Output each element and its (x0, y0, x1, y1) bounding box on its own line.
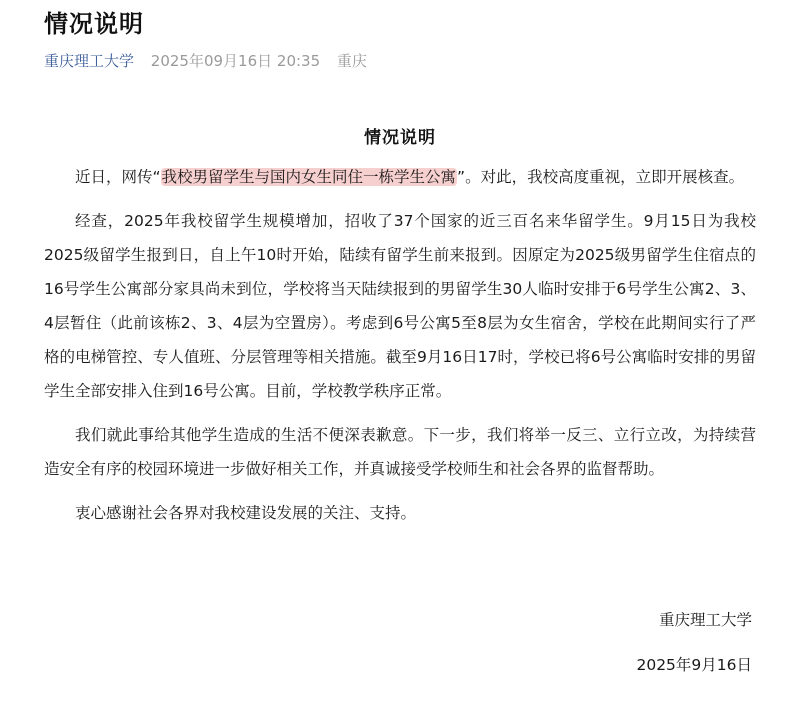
paragraph-1-prefix: 近日，网传“ (75, 168, 161, 186)
highlighted-quote: 我校男留学生与国内女生同住一栋学生公寓 (161, 168, 457, 186)
publish-datetime: 2025年09月16日 20:35 (150, 52, 321, 70)
source-link[interactable]: 重庆理工大学 (44, 52, 135, 70)
publish-location: 重庆 (336, 52, 367, 70)
article-meta (44, 50, 367, 71)
document-body (44, 160, 756, 540)
paragraph-1 (44, 160, 756, 194)
document-title: 情况说明 (364, 128, 436, 148)
paragraph-1-suffix: ”。对此，我校高度重视，立即开展核查。 (457, 168, 745, 186)
paragraph-4: 衷心感谢社会各界对我校建设发展的关注、支持。 (75, 504, 417, 522)
paragraph-3: 我们就此事给其他学生造成的生活不便深表歉意。下一步，我们将举一反三、立行立改，为持续营造安全有序的校园环境进一步做好相关工作，并真诚接受学校师生和社会各界的监督帮助。 (44, 426, 756, 478)
paragraph-2: 经查，2025年我校留学生规模增加，招收了37个国家的近三百名来华留学生。9月15日为我校2025级留学生报到日，自上午10时开始，陆续有留学生前来报到。因原定为2025级男留学生住宿点的16号学生公寓部分家具尚未到位，学校将当天陆续报到的男留学生30人临时安排于6号学生公寓2、3、4层暂住（此前该栋2、3、4层为空置房）。考虑到6号公寓5至8层为女生宿舍，学校在此期间实行了严格的电梯管控、专人值班、分层管理等相关措施。截至9月16日17时，学校已将6号公寓临时安排的男留学生全部安排入住到16号公寓。目前，学校教学秩序正常。 (44, 212, 756, 400)
signature-organization: 重庆理工大学 (658, 611, 752, 629)
signature-date: 2025年9月16日 (636, 656, 752, 674)
page-title: 情况说明 (44, 10, 144, 38)
